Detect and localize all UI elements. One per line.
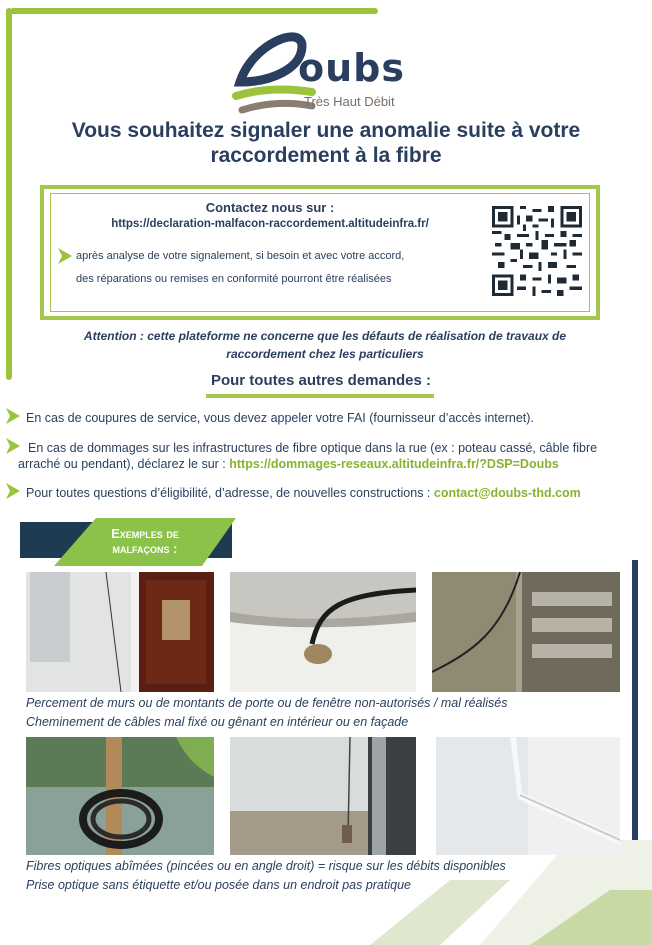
caption-line: Percement de murs ou de montants de porte ou de fenêtre non-autorisés / mal réalisés <box>26 696 508 710</box>
chevron-right-icon <box>6 408 20 424</box>
photo-wall-cable <box>230 572 416 692</box>
damage-report-link[interactable]: https://dommages-reseaux.altitudeinfra.fr/?DSP=Doubs <box>229 457 559 471</box>
logo-tagline: Très Haut Débit <box>304 94 395 109</box>
examples-label-line1: Exemples de <box>111 526 179 541</box>
qr-code-icon[interactable] <box>492 205 582 297</box>
caption-line: Prise optique sans étiquette et/ou posée dans un endroit pas pratique <box>26 878 411 892</box>
bullet-service-outage <box>26 410 626 426</box>
caption-line: Cheminement de câbles mal fixé ou gênant en intérieur ou en façade <box>26 715 409 729</box>
bullet-eligibility <box>26 485 646 501</box>
contact-title: Contactez nous sur : <box>205 200 335 215</box>
other-requests-title: Pour toutes autres demandes : <box>210 372 432 389</box>
title-underline <box>206 394 434 398</box>
chevron-right-icon <box>58 248 72 264</box>
bullet-text: Pour toutes questions d’éligibilité, d’adresse, de nouvelles constructions : <box>26 486 434 500</box>
bullet-text: En cas de coupures de service, vous devez appeler votre FAI (fournisseur d’accès internet). <box>26 411 534 425</box>
bullet-text: En cas de dommages sur les infrastructures de fibre optique dans la rue (ex : poteau cassé, câble fibre arraché ou pendant), déclarez le sur : <box>18 441 598 471</box>
contact-note-line1: après analyse de votre signalement, si besoin et avec votre accord, <box>76 250 405 262</box>
photo-outdoor-cable <box>432 572 620 692</box>
attention-note: Attention : cette plateforme ne concerne que les défauts de réalisation de travaux de raccordement chez les particuliers <box>83 329 567 361</box>
chevron-right-icon <box>6 483 20 499</box>
caption-group1 <box>26 694 626 732</box>
examples-label <box>70 526 220 556</box>
bullet-street-damage <box>18 440 638 472</box>
caption-line: Fibres optiques abîmées (pincées ou en angle droit) = risque sur les débits disponibles <box>26 859 506 873</box>
photo-indoor-room <box>230 737 416 855</box>
declaration-link[interactable]: https://declaration-malfacon-raccordement.altitudeinfra.fr/ <box>111 218 429 230</box>
photo-door-drilling <box>26 572 214 692</box>
contact-note-line2: des réparations ou remises en conformité pourront être réalisées <box>76 273 392 285</box>
page-title: Vous souhaitez signaler une anomalie suite à votre raccordement à la fibre <box>71 119 581 167</box>
examples-label-line2: malfaçons : <box>112 541 178 556</box>
photo-coiled-fiber <box>26 737 214 855</box>
logo-wordmark: oubs <box>298 46 405 90</box>
contact-email-link[interactable]: contact@doubs-thd.com <box>433 486 581 500</box>
photo-wall-corner <box>436 737 620 855</box>
frame-left-line <box>6 8 12 380</box>
frame-top-line <box>10 8 378 14</box>
caption-group2 <box>26 857 626 895</box>
